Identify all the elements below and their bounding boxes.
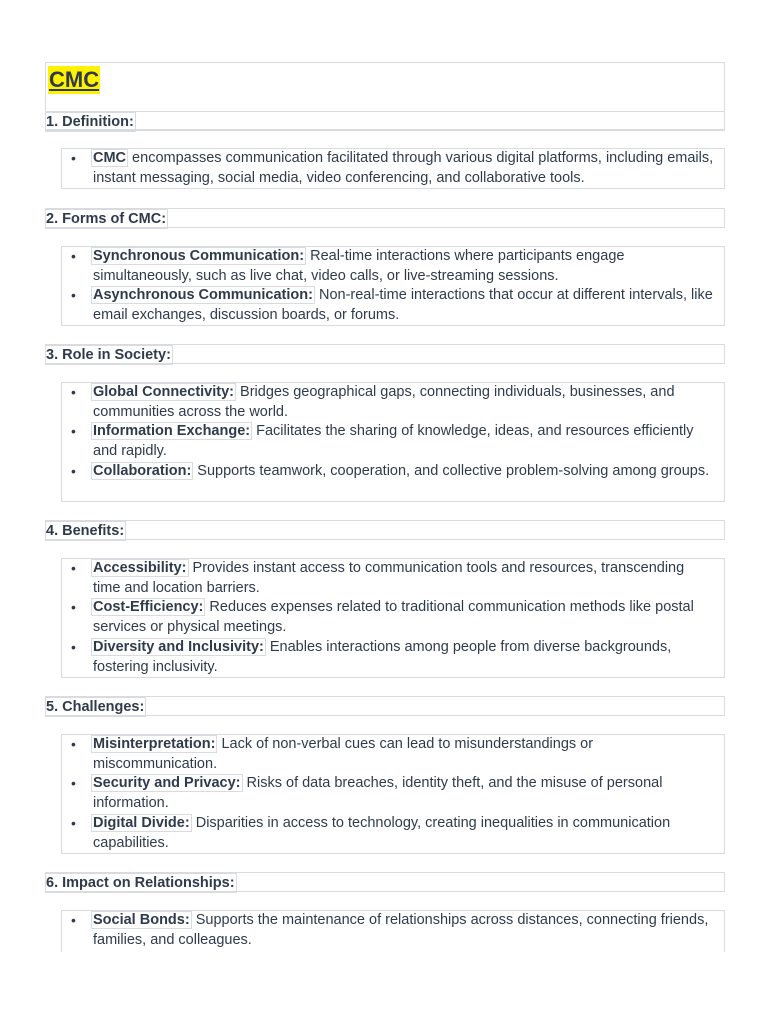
section-heading-forms: 2. Forms of CMC: [46,211,167,227]
section-list-forms [61,246,725,326]
bullet-icon: • [71,560,76,576]
bullet-icon: • [71,150,76,166]
list-item [62,598,724,637]
section-heading-relationships: 6. Impact on Relationships: [46,875,235,891]
list-item-term: Asynchronous Communication: [93,287,313,304]
list-item-term: Security and Privacy: [93,775,241,792]
bullet-icon: • [71,736,76,752]
list-item-text: Disparities in access to technology, creating inequalities in communication capabilities. [93,814,671,851]
list-item [62,735,724,774]
list-item-text: Reduces expenses related to traditional communication methods like postal services or physical meetings. [93,599,694,636]
list-item [62,286,724,325]
list-item-text: encompasses communication facilitated through various digital platforms, including emails, instant messaging, social media, video conferencing, and collaborative tools. [93,150,714,186]
section-heading-bar [45,520,725,540]
bullet-icon: • [71,775,76,792]
list-item-term: Collaboration: [93,462,192,479]
bullet-icon: • [71,638,76,655]
bullet-icon: • [71,814,76,831]
list-item-term: Accessibility: [93,560,187,576]
list-item-text: Enables interactions among people from diverse backgrounds, fostering inclusivity. [93,638,672,675]
list-item-text: Supports the maintenance of relationships across distances, connecting friends, families, and colleagues. [93,912,709,948]
bullet-icon: • [71,248,76,264]
list-item-term: Synchronous Communication: [93,248,305,264]
section-heading-benefits: 4. Benefits: [46,523,125,539]
section-list-benefits [61,558,725,678]
list-item-text: Real-time interactions where participants engage simultaneously, such as live chat, video calls, or live-streaming sessions. [93,248,625,284]
list-item-term: Diversity and Inclusivity: [93,638,264,655]
list-item-text: Lack of non-verbal cues can lead to misunderstandings or miscommunication. [93,736,594,772]
list-item-text: Bridges geographical gaps, connecting individuals, businesses, and communities across the world. [93,384,675,420]
bullet-icon: • [71,384,76,400]
bullet-icon: • [71,287,76,304]
section-list-relationships [61,910,725,952]
list-item [62,247,724,286]
section-heading-bar [45,696,725,716]
list-item-text: Supports teamwork, cooperation, and collective problem-solving among groups. [193,462,710,479]
list-item-term: Misinterpretation: [93,736,216,752]
list-item-term: CMC [93,150,127,166]
document-page [45,62,725,948]
section-heading-challenges: 5. Challenges: [46,699,145,715]
section-heading-role: 3. Role in Society: [46,347,171,363]
list-item [62,814,724,853]
bullet-icon: • [71,599,76,616]
list-item-term: Digital Divide: [93,814,190,831]
section-heading-bar [45,111,725,131]
list-item [62,383,724,422]
document-title: CMC [49,67,100,92]
section-list-challenges [61,734,725,854]
list-item [62,149,724,188]
section-heading-definition: 1. Definition: [46,114,134,130]
bullet-icon: • [71,912,76,928]
list-item-term: Cost-Efficiency: [93,599,204,616]
bullet-icon: • [71,462,76,479]
list-item [62,774,724,813]
bullet-icon: • [71,423,76,440]
list-item [62,911,724,950]
list-item-text: Non-real-time interactions that occur at different intervals, like email exchanges, discussion boards, or forums. [93,287,713,324]
list-item-text: Risks of data breaches, identity theft, and the misuse of personal information. [93,775,663,812]
section-list-definition [61,148,725,189]
list-item [62,462,724,482]
list-item [62,638,724,677]
list-item [62,559,724,598]
list-item-term: Social Bonds: [93,912,190,928]
list-item [62,422,724,461]
list-item-term: Global Connectivity: [93,384,234,400]
list-item-text: Provides instant access to communication tools and resources, transcending time and location barriers. [93,560,685,596]
list-item-term: Information Exchange: [93,423,251,440]
section-list-role [61,382,725,502]
list-item-text: Facilitates the sharing of knowledge, ideas, and resources efficiently and rapidly. [93,423,694,460]
